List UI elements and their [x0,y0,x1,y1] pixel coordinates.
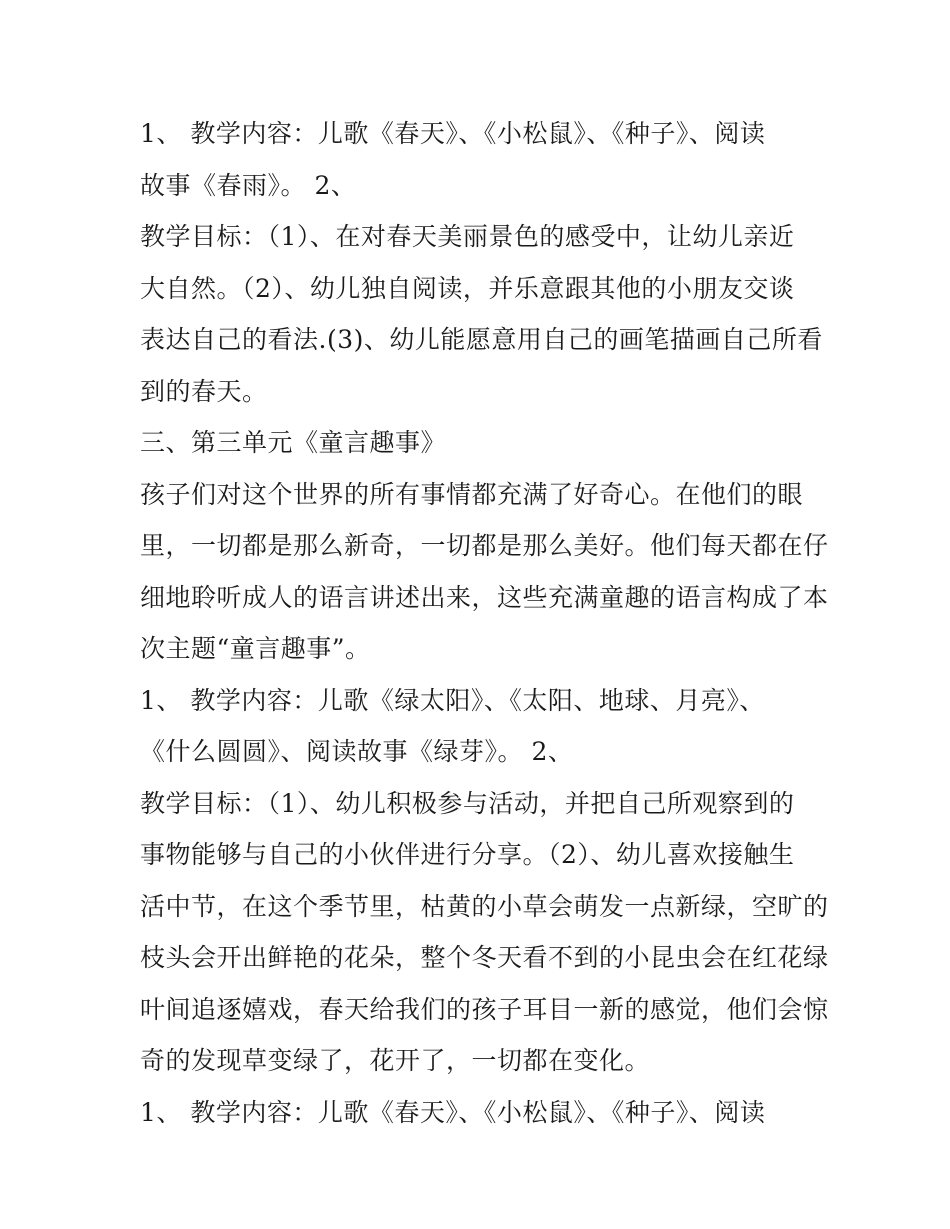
text-line: 1、 教学内容：儿歌《春天》、《小松鼠》、《种子》、阅读 [140,1097,766,1127]
text-line: 叶间追逐嬉戏，春天给我们的孩子耳目一新的感觉，他们会惊 [140,994,829,1024]
section-heading: 三、第三单元《童言趣事》 [140,428,447,457]
text-line: 《什么圆圆》、阅读故事《绿芽》。 2、 [140,737,574,766]
text-line: 1、 教学内容：儿歌《绿太阳》、《太阳、地球、月亮》、 [140,685,765,715]
text-line: 次主题“童言趣事”。 [140,634,371,663]
document-body [140,108,829,1138]
text-line: 大自然。（2）、幼儿独自阅读，并乐意跟其他的小朋友交谈 [140,273,795,303]
text-line: 1、 教学内容：儿歌《春天》、《小松鼠》、《种子》、阅读 [140,119,766,148]
text-line: 教学目标：（1）、幼儿积极参与活动，并把自己所观察到的 [140,788,795,818]
text-line: 教学目标：（1）、在对春天美丽景色的感受中，让幼儿亲近 [140,222,795,251]
text-line: 里，一切都是那么新奇，一切都是那么美好。他们每天都在仔 [140,531,829,560]
text-line: 事物能够与自己的小伙伴进行分享。（2）、幼儿喜欢接触生 [140,840,795,869]
text-line: 表达自己的看法.(3)、幼儿能愿意用自己的画笔描画自己所看 [140,325,823,354]
text-line: 奇的发现草变绿了，花开了，一切都在变化。 [140,1046,651,1075]
text-line: 孩子们对这个世界的所有事情都充满了好奇心。在他们的眼 [140,479,804,509]
text-line: 故事《春雨》。 2、 [140,170,357,200]
text-line: 活中节，在这个季节里，枯黄的小草会萌发一点新绿，空旷的 [140,891,829,921]
text-line: 细地聆听成人的语言讲述出来，这些充满童趣的语言构成了本 [140,582,829,612]
text-line: 枝头会开出鲜艳的花朵，整个冬天看不到的小昆虫会在红花绿 [140,943,829,972]
text-line: 到的春天。 [140,376,268,406]
